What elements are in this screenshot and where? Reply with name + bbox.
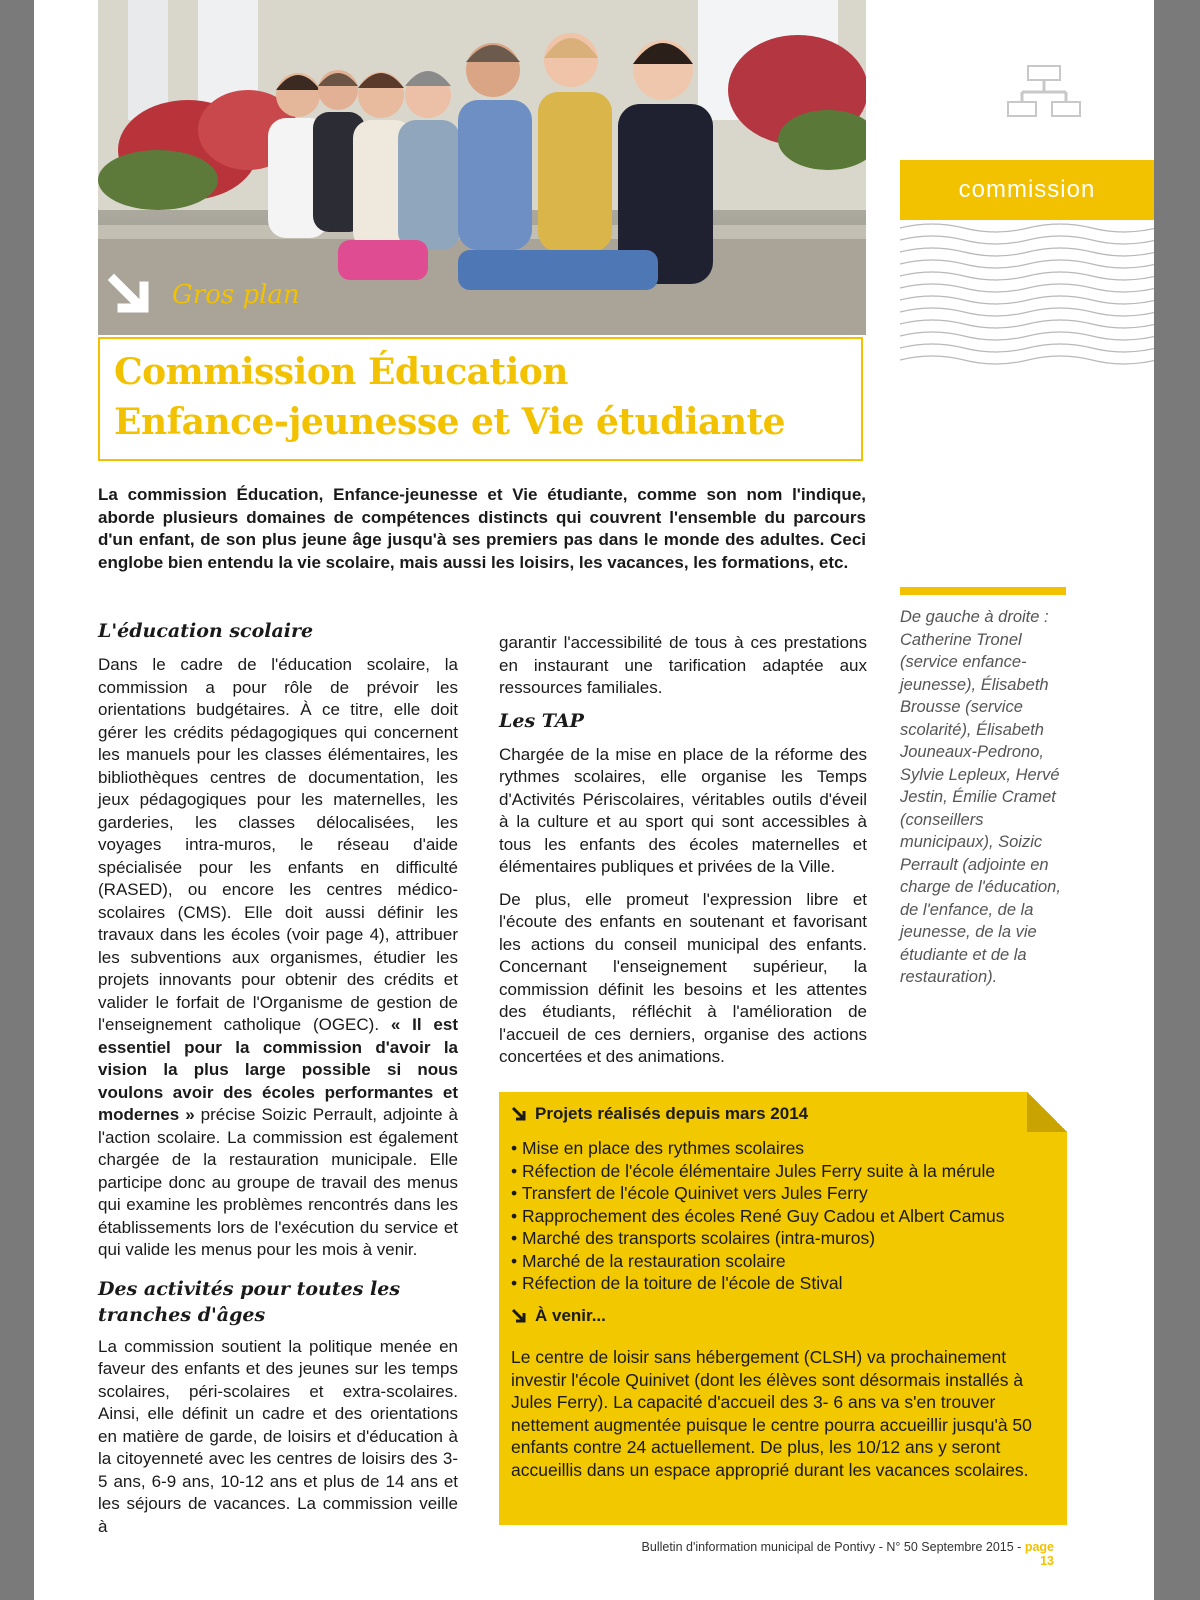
heading-tap: Les TAP xyxy=(499,709,584,732)
paragraph-education xyxy=(98,654,458,1262)
wave-pattern xyxy=(900,222,1154,372)
section-tab xyxy=(900,160,1154,220)
box-heading-projects-label: Projets réalisés depuis mars 2014 xyxy=(535,1104,809,1123)
kicker-label: Gros plan xyxy=(172,280,300,310)
box-heading-upcoming-label: À venir... xyxy=(535,1306,606,1325)
list-item: • Rapprochement des écoles René Guy Cadou et Albert Camus xyxy=(511,1205,1005,1228)
paragraph-activites: La commission soutient la politique menée en faveur des enfants et des jeunes sur les temps scolaires, péri-scolaires et extra-scolaires. Ainsi, elle définit un cadre et des orientations en matière de garde, de loisirs et d'éducation à la citoyenneté avec les centres de loisirs des 3-5 ans, 6-9 ans, 10-12 ans et plus de 14 ans et les séjours de vacances. La commission veille à xyxy=(98,1336,458,1536)
section-tab-label: commission xyxy=(958,176,1096,203)
paragraph-continuation: garantir l'accessibilité de tous à ces prestations en instaurant une tarification adaptée aux ressources familiales. xyxy=(499,633,867,697)
quote: « Il est essentiel pour la commission d'avoir la vision la plus large possible si nous voulons avoir des écoles performantes et modernes » xyxy=(98,1015,458,1124)
page-title xyxy=(114,347,785,447)
magazine-page xyxy=(34,0,1154,1600)
highlight-box xyxy=(499,1092,1067,1525)
arrow-down-right-icon xyxy=(511,1106,527,1122)
paragraph-expression: De plus, elle promeut l'expression libre et l'écoute des enfants en soutenant et favorisant les actions du conseil municipal des enfants. Concernant l'enseignement supérieur, la commission définit les besoins et les attentes des étudiants, réfléchit à l'amélioration de l'accueil de ces derniers, organise des actions concertées et des animations. xyxy=(499,889,867,1066)
title-line-2: Enfance-jeunesse et Vie étudiante xyxy=(114,401,786,443)
arrow-down-right-icon xyxy=(108,272,154,318)
title-line-1: Commission Éducation xyxy=(114,351,568,393)
section-kicker xyxy=(108,272,300,318)
page-number: page 13 xyxy=(1024,1540,1054,1568)
org-chart-icon xyxy=(1004,62,1084,122)
list-item: • Marché des transports scolaires (intra-muros) xyxy=(511,1227,1005,1250)
list-item: • Transfert de l'école Quinivet vers Jules Ferry xyxy=(511,1182,1005,1205)
arrow-down-right-icon xyxy=(511,1308,527,1324)
heading-activites: Des activités pour toutes les tranches d'âges xyxy=(98,1277,401,1326)
list-item: • Réfection de l'école élémentaire Jules Ferry suite à la mérule xyxy=(511,1160,1005,1183)
lead-paragraph: La commission Éducation, Enfance-jeunesse et Vie étudiante, comme son nom l'indique, aborde plusieurs domaines de compétences distincts qui couvrent l'ensemble du parcours d'un enfant, de son plus jeune âge jusqu'à ses premiers pas dans le monde des adultes. Ceci englobe bien entendu la vie scolaire, mais aussi les loisirs, les vacances, les formations, etc. xyxy=(98,485,866,572)
paragraph-tap: Chargée de la mise en place de la réforme des rythmes scolaires, elle organise les Temps d'Activités Périscolaires, véritables outils d'éveil à la culture et au sport qui sont accessibles à tous les enfants des écoles maternelles et élémentaires publiques et privées de la Ville. xyxy=(499,744,867,876)
heading-education-scolaire: L'éducation scolaire xyxy=(98,620,314,642)
paragraph-education-end: précise Soizic Perrault, adjointe à l'action scolaire. La commission est également chargée de la restauration municipale. Elle participe donc au groupe de travail des menus qui examine les problèmes rencontrés dans les établissements lors de l'exécution du service et qui valide les menus pour les mois à venir. xyxy=(98,1105,458,1259)
projects-list xyxy=(511,1137,1005,1295)
box-folded-corner xyxy=(1027,1092,1067,1132)
right-column xyxy=(499,632,867,1069)
caption-divider xyxy=(900,587,1066,595)
list-item: • Réfection de la toiture de l'école de Stival xyxy=(511,1272,1005,1295)
list-item: • Mise en place des rythmes scolaires xyxy=(511,1137,1005,1160)
page-footer xyxy=(634,1540,1054,1568)
box-heading-projects xyxy=(511,1104,808,1124)
footer-text: Bulletin d'information municipal de Pontivy - N° 50 Septembre 2015 - xyxy=(641,1540,1025,1554)
upcoming-text: Le centre de loisir sans hébergement (CLSH) va prochainement investir l'école Quinivet (dont les élèves sont désormais installés à Jules Ferry). La capacité d'accueil des 3- 6 ans va s'en trouver nettement augmentée puisque le centre pourra accueillir jusqu'à 50 enfants contre 24 actuellement. De plus, les 10/12 ans y seront accueillis dans un espace approprié durant les vacances scolaires. xyxy=(511,1347,1032,1480)
paragraph-education-text: Dans le cadre de l'éducation scolaire, la commission a pour rôle de prévoir les orientations budgétaires. À ce titre, elle doit gérer les crédits pédagogiques qui concernent les manuels pour les classes élémentaires, les bibliothèques centres de documentation, les jeux pédagogiques pour les maternelles, les garderies, les classes délocalisées, les voyages intra-muros, le réseau d'aide spécialisée pour les enfants en difficulté (RASED), ou encore les centres médico-scolaires (CMS). Elle doit aussi définir les travaux dans les écoles (voir page 4), attribuer les subventions aux organismes, étudier les projets innovants pour obtenir des crédits et valider le forfait de l'Organisme de gestion de l'enseignement catholique (OGEC). xyxy=(98,655,458,1034)
photo-caption: De gauche à droite : Catherine Tronel (service enfance-jeunesse), Élisabeth Brousse (service scolarité), Élisabeth Jouneaux-Pedrono, Sylvie Lepleux, Hervé Jestin, Émilie Cramet (conseillers municipaux), Soizic Perrault (adjointe en charge de l'éducation, de l'enfance, de la jeunesse, de la vie étudiante et de la restauration). xyxy=(900,608,1061,986)
left-column xyxy=(98,618,458,1538)
list-item: • Marché de la restauration scolaire xyxy=(511,1250,1005,1273)
box-heading-upcoming xyxy=(511,1306,606,1326)
title-box xyxy=(98,337,863,461)
